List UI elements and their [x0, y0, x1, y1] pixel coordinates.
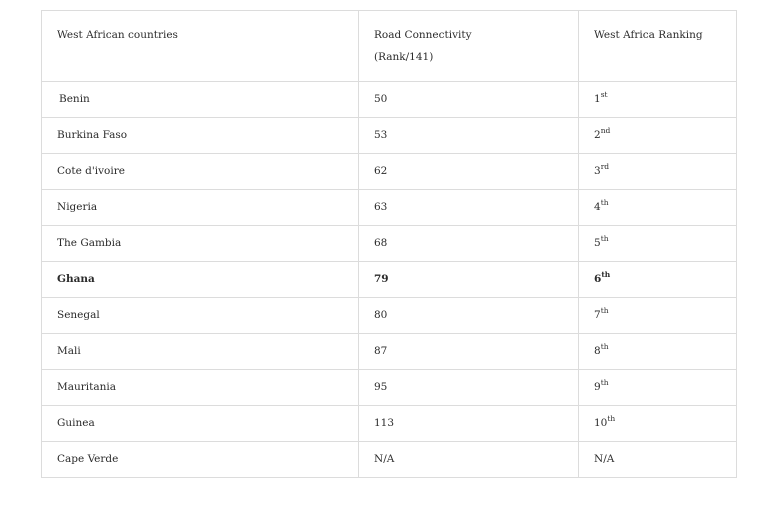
rank-number: 6 — [594, 273, 602, 286]
rank-suffix: nd — [600, 126, 611, 136]
rank-number: N/A — [594, 453, 615, 466]
cell-ranking — [579, 190, 737, 226]
cell-country: Guinea — [42, 406, 359, 442]
cell-country: Burkina Faso — [42, 118, 359, 154]
header-road-connectivity — [359, 11, 579, 82]
rank-number: 8 — [594, 345, 601, 358]
rank-suffix: th — [600, 342, 609, 352]
rank-number: 9 — [594, 381, 601, 394]
table-row — [42, 298, 737, 334]
cell-road-connectivity: 53 — [359, 118, 579, 154]
cell-ranking — [579, 82, 737, 118]
rank-number: 2 — [594, 129, 601, 142]
rank-suffix: st — [600, 90, 608, 100]
rank-suffix: th — [600, 378, 609, 388]
rank-suffix: th — [600, 306, 609, 316]
table-row — [42, 370, 737, 406]
cell-country: Ghana — [42, 262, 359, 298]
cell-ranking — [579, 262, 737, 298]
table-row — [42, 118, 737, 154]
cell-road-connectivity: 63 — [359, 190, 579, 226]
header-west-africa-ranking: West Africa Ranking — [579, 11, 737, 82]
rank-number: 7 — [594, 309, 601, 322]
cell-road-connectivity: 113 — [359, 406, 579, 442]
cell-ranking — [579, 334, 737, 370]
cell-ranking — [579, 298, 737, 334]
cell-country: Benin — [42, 82, 359, 118]
cell-road-connectivity: N/A — [359, 442, 579, 478]
rank-suffix: th — [607, 414, 616, 424]
cell-country: Cote d'ivoire — [42, 154, 359, 190]
cell-road-connectivity: 62 — [359, 154, 579, 190]
rank-number: 5 — [594, 237, 601, 250]
table-row — [42, 334, 737, 370]
cell-country: Mauritania — [42, 370, 359, 406]
rank-number: 3 — [594, 165, 601, 178]
cell-road-connectivity: 80 — [359, 298, 579, 334]
cell-ranking — [579, 406, 737, 442]
header-country: West African countries — [42, 11, 359, 82]
cell-road-connectivity: 50 — [359, 82, 579, 118]
cell-ranking — [579, 370, 737, 406]
cell-ranking — [579, 154, 737, 190]
table-row — [42, 190, 737, 226]
table-row-highlighted — [42, 262, 737, 298]
rank-number: 10 — [594, 417, 608, 430]
cell-road-connectivity: 68 — [359, 226, 579, 262]
cell-road-connectivity: 87 — [359, 334, 579, 370]
cell-country: Nigeria — [42, 190, 359, 226]
cell-country: The Gambia — [42, 226, 359, 262]
header-road-connectivity-unit: (Rank/141) — [374, 51, 434, 63]
cell-country: Mali — [42, 334, 359, 370]
table-body — [42, 82, 737, 478]
rank-suffix: th — [601, 270, 611, 280]
cell-country: Senegal — [42, 298, 359, 334]
rank-suffix: rd — [600, 162, 610, 172]
table-row — [42, 442, 737, 478]
cell-country: Cape Verde — [42, 442, 359, 478]
table-row — [42, 406, 737, 442]
cell-ranking — [579, 118, 737, 154]
header-row — [42, 11, 737, 82]
cell-road-connectivity: 79 — [359, 262, 579, 298]
rank-number: 1 — [594, 93, 601, 106]
rank-suffix: th — [600, 198, 609, 208]
header-road-connectivity-title: Road Connectivity — [374, 29, 472, 41]
table-row — [42, 154, 737, 190]
table-header — [42, 11, 737, 82]
cell-ranking — [579, 226, 737, 262]
cell-ranking — [579, 442, 737, 478]
cell-road-connectivity: 95 — [359, 370, 579, 406]
table-row — [42, 226, 737, 262]
road-connectivity-ranking-table — [41, 10, 737, 478]
rank-suffix: th — [600, 234, 609, 244]
rank-number: 4 — [594, 201, 601, 214]
table-row — [42, 82, 737, 118]
